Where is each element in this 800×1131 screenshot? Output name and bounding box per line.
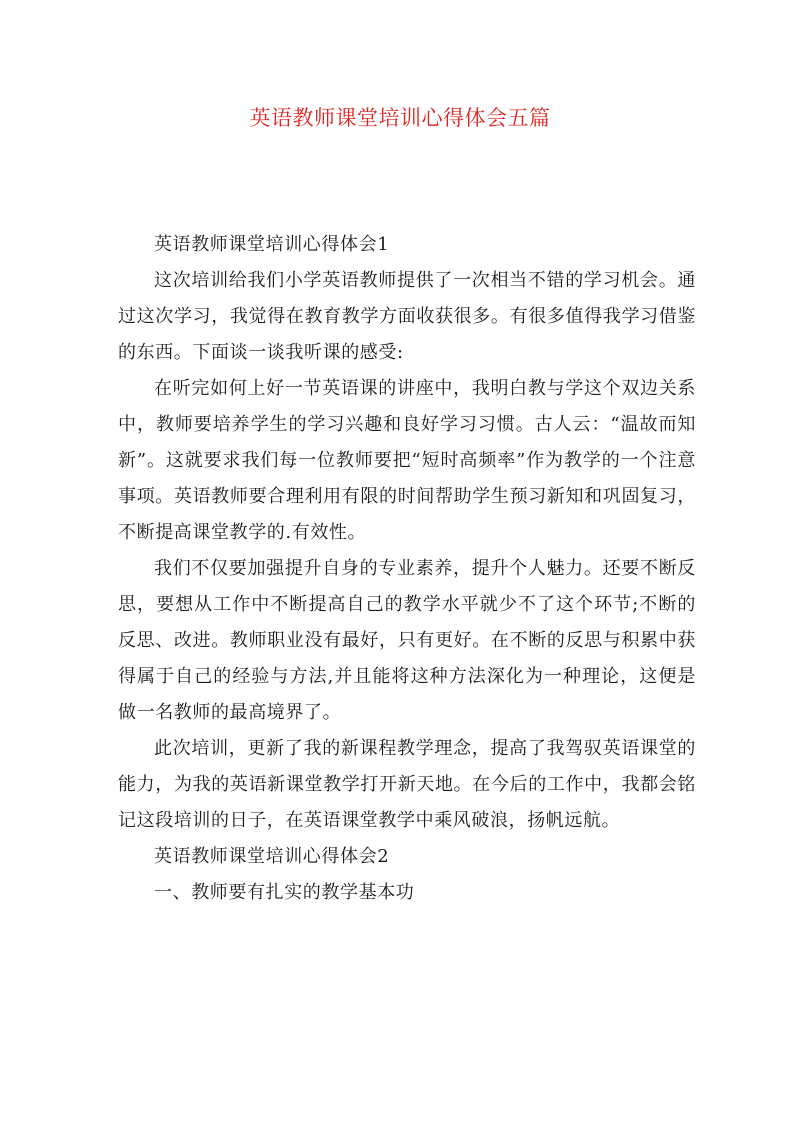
paragraph-1-4: 此次培训，更新了我的新课程教学理念，提高了我驾驭英语课堂的能力，为我的英语新课堂教学打开新天地。在今后的工作中，我都会铭记这段培训的日子，在英语课堂教学中乘风破浪，扬帆远航。 — [118, 738, 696, 831]
section-heading-1: 英语教师课堂培训心得体会1 — [154, 234, 390, 255]
paragraph-1-1: 这次培训给我们小学英语教师提供了一次相当不错的学习机会。通过这次学习，我觉得在教育教学方面收获很多。有很多值得我学习借鉴的东西。下面谈一谈我听课的感受: — [118, 270, 696, 363]
document-body — [118, 227, 696, 911]
paragraph-1-3: 我们不仅要加强提升自身的专业素养，提升个人魅力。还要不断反思，要想从工作中不断提高自己的教学水平就少不了这个环节;不断的反思、改进。教师职业没有最好，只有更好。在不断的反思与积累中获得属于自己的经验与方法,并且能将这种方法深化为一种理论，这便是做一名教师的最高境界了。 — [118, 558, 696, 723]
document-title: 英语教师课堂培训心得体会五篇 — [249, 106, 551, 130]
section-heading-2: 英语教师课堂培训心得体会2 — [154, 846, 390, 867]
paragraph-2-1: 一、教师要有扎实的教学基本功 — [154, 882, 415, 903]
paragraph-1-2: 在听完如何上好一节英语课的讲座中，我明白教与学这个双边关系中，教师要培养学生的学习兴趣和良好学习习惯。古人云：“温故而知新”。这就要求我们每一位教师要把“短时高频率”作为教学的一个注意事项。英语教师要合理利用有限的时间帮助学生预习新知和巩固复习，不断提高课堂教学的.有效性。 — [118, 378, 696, 543]
